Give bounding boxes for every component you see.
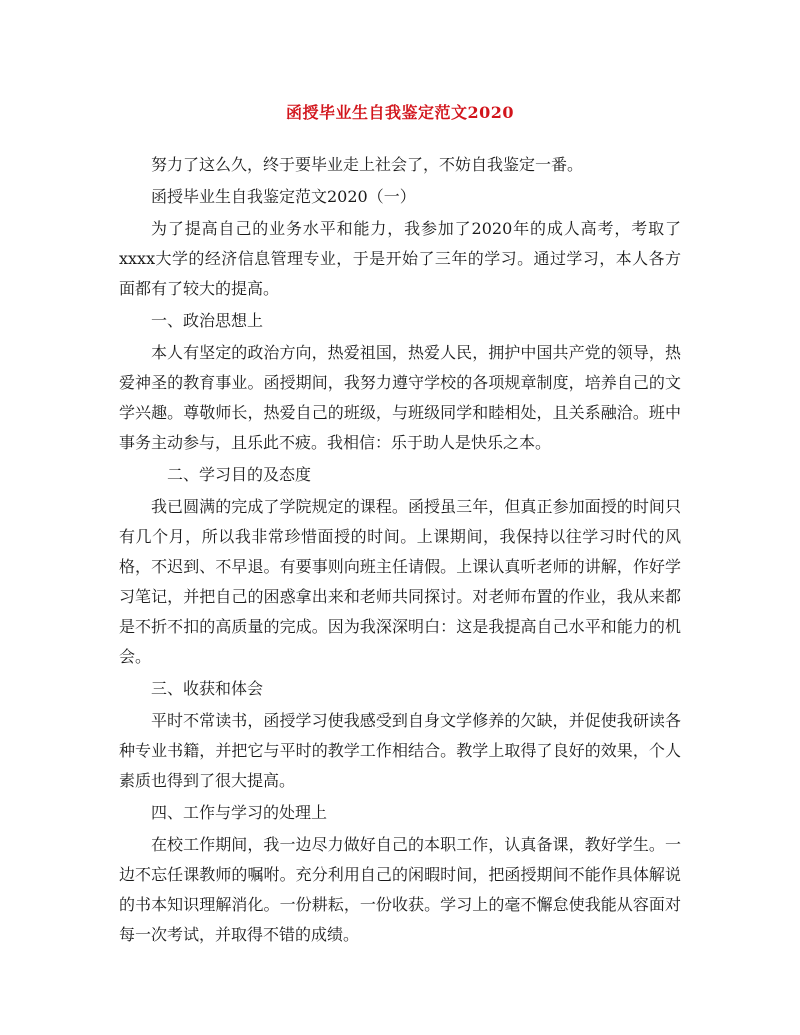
- intro-paragraph: 努力了这么久，终于要毕业走上社会了，不妨自我鉴定一番。: [151, 155, 584, 174]
- heading-politics: 一、政治思想上: [151, 311, 264, 330]
- document-title: 函授毕业生自我鉴定范文2020: [285, 103, 515, 122]
- paragraph-politics: 本人有坚定的政治方向，热爱祖国，热爱人民，拥护中国共产党的领导，热爱神圣的教育事业。函授期间，我努力遵守学校的各项规章制度，培养自己的文学兴趣。尊敬师长，热爱自己的班级，与班级同学和睦相处，且关系融洽。班中事务主动参与，且乐此不疲。我相信：乐于助人是快乐之本。: [119, 343, 681, 452]
- paragraph-work-study: 在校工作期间，我一边尽力做好自己的本职工作，认真备课，教好学生。一边不忘任课教师的嘱咐。充分利用自己的闲暇时间，把函授期间不能作具体解说的书本知识理解消化。一份耕耘，一份收获。学习上的毫不懈怠使我能从容面对每一次考试，并取得不错的成绩。: [119, 835, 681, 944]
- section-subtitle: 函授毕业生自我鉴定范文2020（一）: [151, 187, 416, 206]
- paragraph-gains: 平时不常读书，函授学习使我感受到自身文学修养的欠缺，并促使我研读各种专业书籍，并把它与平时的教学工作相结合。教学上取得了良好的效果，个人素质也得到了很大提高。: [119, 711, 681, 790]
- heading-gains: 三、收获和体会: [151, 679, 264, 698]
- document-body: [119, 150, 681, 952]
- paragraph-study-attitude: 我已圆满的完成了学院规定的课程。函授虽三年，但真正参加面授的时间只有几个月，所以我非常珍惜面授的时间。上课期间，我保持以往学习时代的风格，不迟到、不早退。有要事则向班主任请假。上课认真听老师的讲解，作好学习笔记，并把自己的困惑拿出来和老师共同探讨。对老师布置的作业，我从来都是不折不扣的高质量的完成。因为我深深明白：这是我提高自己水平和能力的机会。: [119, 497, 681, 666]
- heading-work-study: 四、工作与学习的处理上: [151, 803, 328, 822]
- heading-study-attitude: 二、学习目的及态度: [167, 465, 312, 484]
- opening-paragraph: 为了提高自己的业务水平和能力，我参加了2020年的成人高考，考取了xxxx大学的经济信息管理专业，于是开始了三年的学习。通过学习，本人各方面都有了较大的提高。: [119, 219, 681, 298]
